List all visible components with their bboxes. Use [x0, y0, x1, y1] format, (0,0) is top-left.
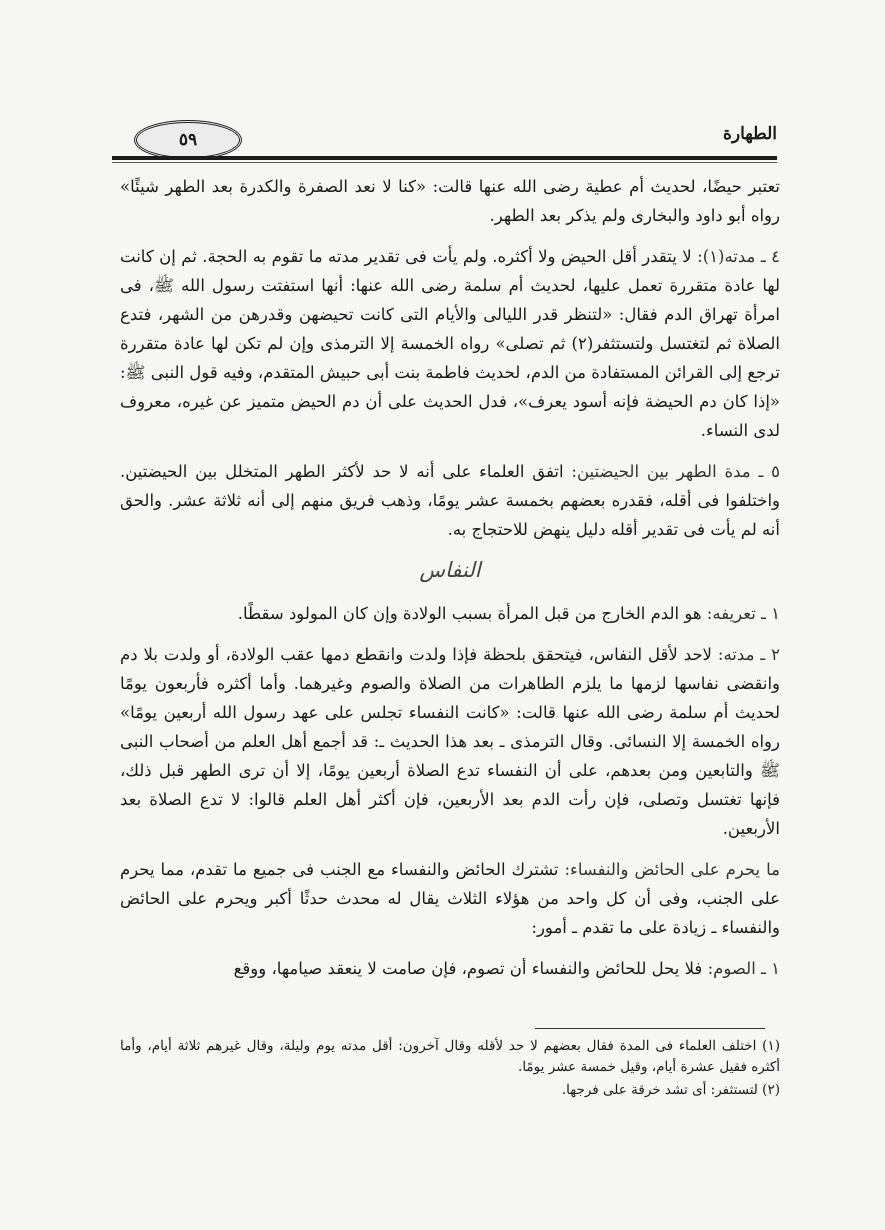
paragraph-text: تعتبر حيضًا، لحديث أم عطية رضى الله عنها قالت: «كنا لا نعد الصفرة والكدرة بعد الطهر شيئًا» رواه أبو داود والبخارى ولم يذكر بعد الطهر. — [120, 177, 780, 225]
footnote: (١) اختلف العلماء فى المدة فقال بعضهم لا حد لأقله وقال آخرون: أقل مدته يوم وليلة، وقال غيرهم ثلاثة أيام، وأما أكثره فقيل عشرة أيام، وقيل خمسة عشر يومًا. — [120, 1038, 780, 1075]
footnotes — [120, 1036, 780, 1103]
paragraph-lead: ١ ـ الصوم: — [707, 959, 780, 978]
paragraph — [120, 242, 780, 445]
paragraph-text: فلا يحل للحائض والنفساء أن تصوم، فإن صامت لا ينعقد صيامها، ووقع — [233, 959, 708, 978]
page-header — [112, 118, 777, 164]
paragraph-text: اتفق العلماء على أنه لا حد لأكثر الطهر المتخلل بين الحيضتين. واختلفوا فى أقله، فقدره بعضهم بخمسة عشر يومًا، وذهب فريق منهم إلى أنه ثلاثة عشر. والحق أنه لم يأت فى تقدير أقله دليل ينهض للاحتجاج به. — [120, 462, 780, 539]
paragraph — [120, 457, 780, 544]
paragraph — [120, 599, 780, 628]
paragraph-lead: ١ ـ تعريفه: — [706, 604, 780, 623]
footnote: (٢) لتستثفر: أى تشد خرقة على فرجها. — [561, 1082, 780, 1098]
paragraph-lead: ٥ ـ مدة الطهر بين الحيضتين: — [571, 462, 780, 481]
section-title: النفاس — [419, 558, 481, 582]
paragraph-lead: ٤ ـ مدته(١): — [697, 247, 780, 266]
paragraph — [120, 855, 780, 942]
paragraph — [120, 954, 780, 983]
paragraph-lead: ٢ ـ مدته: — [717, 645, 780, 664]
paragraph — [120, 640, 780, 843]
paragraph — [120, 172, 780, 230]
main-text — [120, 172, 780, 995]
page-number-badge — [134, 120, 242, 160]
page-number: ٥٩ — [178, 130, 198, 150]
paragraph-text: لاحد لأقل النفاس، فيتحقق بلحظة فإذا ولدت وانقطع دمها عقب الولادة، أو ولدت بلا دم وانقضى نفاسها لزمها ما يلزم الطاهرات من الصلاة والصوم وغيرهما. وأما أكثره فأربعون يومًا لحديث أم سلمة رضى الله عنها قالت: «كانت النفساء تجلس على عهد رسول الله أربعين يومًا» رواه الخمسة إلا النسائى. وقال الترمذى ـ بعد هذا الحديث ـ: قد أجمع أهل العلم من أصحاب النبى ﷺ والتابعين ومن بعدهم، على أن النفساء تدع الصلاة أربعين يومًا، إلا أن ترى الطهر قبل ذلك، فإنها تغتسل وتصلى، فإن رأت الدم بعد الأربعين، فإن أكثر أهل العلم قالوا: لا تدع الصلاة بعد الأربعين. — [120, 645, 780, 838]
header-rule — [112, 156, 777, 160]
paragraph-text: تشترك الحائض والنفساء مع الجنب فى جميع ما تقدم، مما يحرم على الجنب، وفى أن كل واحد من هؤلاء الثلاث يقال له محدث حدثًا أكبر ويحرم على الحائض والنفساء ـ زيادة على ما تقدم ـ أمور: — [120, 860, 780, 937]
footnote-divider — [535, 1028, 765, 1029]
paragraph-text: لا يتقدر أقل الحيض ولا أكثره. ولم يأت فى تقدير مدته ما تقوم به الحجة. ثم إن كانت لها عادة متقررة تعمل عليها، لحديث أم سلمة رضى الله عنها: أنها استفتت رسول الله ﷺ، فى امرأة تهراق الدم فقال: «لتنظر قدر الليالى والأيام التى كانت تحيضهن وقدرهن من الشهر، فتدع الصلاة ثم لتغتسل ولتستثفر(٢) ثم تصلى» رواه الخمسة إلا الترمذى وإن لم تكن لها عادة متقررة ترجع إلى القرائن المستفادة من الدم، لحديث فاطمة بنت أبى حبيش المتقدم، وفيه قول النبى ﷺ: «إذا كان دم الحيضة فإنه أسود يعرف»، فدل الحديث على أن دم الحيض متميز عن غيره، معروف لدى النساء. — [120, 247, 780, 440]
paragraph-lead: ما يحرم على الحائض والنفساء: — [564, 860, 780, 879]
running-title: الطهارة — [723, 124, 777, 144]
header-rule-thin — [112, 162, 777, 163]
paragraph-text: هو الدم الخارج من قبل المرأة بسبب الولادة وإن كان المولود سقطًا. — [237, 604, 707, 623]
